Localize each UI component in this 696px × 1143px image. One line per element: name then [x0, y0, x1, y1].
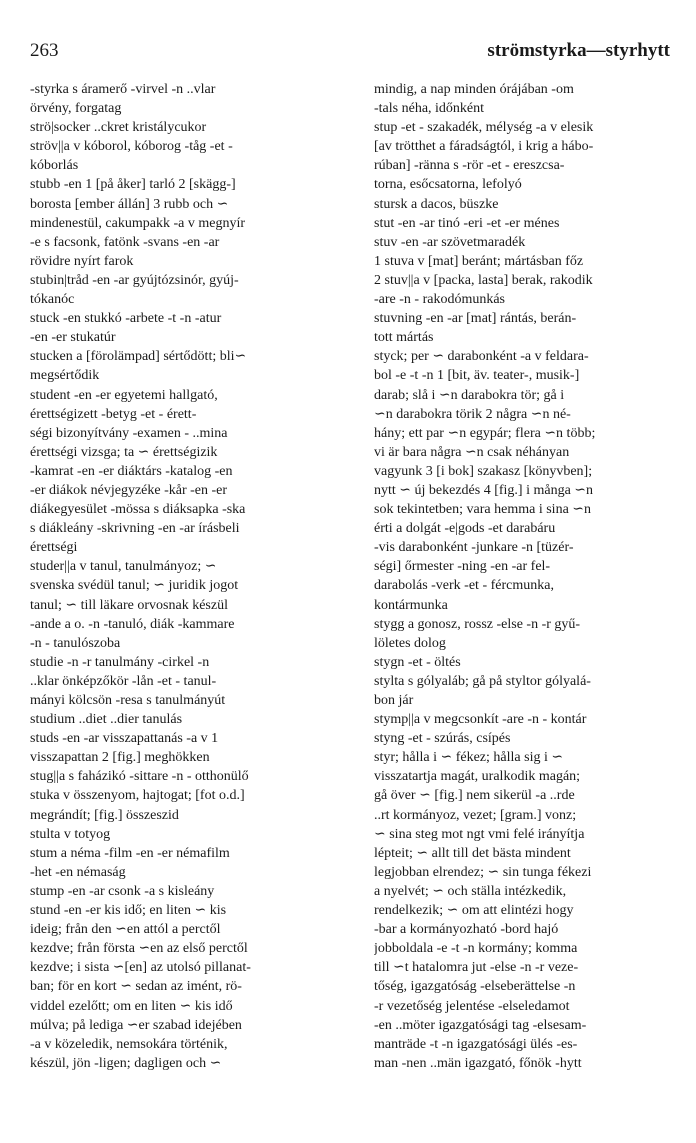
- dictionary-line: -en -er stukatúr: [30, 330, 116, 346]
- dictionary-line: stuv -en -ar szövetmaradék: [374, 234, 526, 250]
- dictionary-line: visszatartja magát, uralkodik magán;: [374, 769, 581, 785]
- dictionary-line: stucken a [förolämpad] sértődött; bli∽: [30, 349, 247, 365]
- dictionary-line: -ande a o. -n -tanuló, diák -kammare: [30, 616, 235, 632]
- dictionary-line: legjobban elrendez; ∽ sin tunga fékezi: [374, 864, 592, 880]
- dictionary-line: s diákleány -skrivning -en -ar írásbeli: [30, 521, 240, 537]
- dictionary-line: kezdve; i sista ∽[en] az utolsó pillanat-: [30, 960, 251, 976]
- dictionary-line: diákegyesület -mössa s diáksapka -ska: [30, 502, 246, 518]
- dictionary-line: darab; slå i ∽n darabokra tör; gå i: [374, 387, 565, 403]
- dictionary-line: studs -en -ar visszapattanás -a v 1: [30, 731, 219, 747]
- dictionary-line: ideig; från den ∽en attól a perctől: [30, 922, 221, 938]
- dictionary-line: styck; per ∽ darabonként -a v feldara-: [374, 349, 589, 365]
- dictionary-line: tott mártás: [374, 330, 434, 346]
- dictionary-line: -en ..möter igazgatósági tag -elsesam-: [374, 1017, 587, 1033]
- dictionary-line: stubb -en 1 [på åker] tarló 2 [skägg-]: [30, 177, 236, 193]
- dictionary-line: ∽ sina steg mot ngt vmi felé irányítja: [374, 826, 585, 842]
- dictionary-line: kezdve; från första ∽en az első perctől: [30, 941, 248, 957]
- dictionary-line: darabolás -verk -et - fércmunka,: [374, 578, 554, 594]
- dictionary-line: -n - tanulószoba: [30, 635, 121, 651]
- left-column: [30, 80, 322, 1073]
- dictionary-line: -kamrat -en -er diáktárs -katalog -en: [30, 463, 233, 479]
- dictionary-line: érti a dolgát -e|gods -et darabáru: [374, 521, 556, 537]
- dictionary-line: bol -e -t -n 1 [bit, äv. teater-, musik-]: [374, 368, 580, 384]
- dictionary-line: -are -n - rakodómunkás: [374, 292, 506, 308]
- dictionary-line: borosta [ember állán] 3 rubb och ∽: [30, 196, 229, 212]
- dictionary-line: rövidre nyírt farok: [30, 253, 134, 269]
- dictionary-line: tókanóc: [30, 292, 75, 308]
- dictionary-line: stuka v összenyom, hajtogat; [fot o.d.]: [30, 788, 245, 804]
- dictionary-line: tanul; ∽ till läkare orvosnak készül: [30, 597, 228, 613]
- dictionary-line: tőség, igazgatóság -elseberättelse -n: [374, 979, 576, 995]
- dictionary-line: styng -et - szúrás, csípés: [374, 731, 511, 747]
- dictionary-line: till ∽t hatalomra jut -else -n -r veze-: [374, 960, 579, 976]
- dictionary-line: ströv||a v kóborol, kóborog -tåg -et -: [30, 139, 233, 155]
- dictionary-line: mindig, a nap minden órájában -om: [374, 82, 574, 97]
- dictionary-line: -styrka s áramerő -virvel -n ..vlar: [30, 82, 216, 97]
- dictionary-line: ségi] őrmester -ning -en -ar fel-: [374, 559, 551, 575]
- dictionary-line: gå över ∽ [fig.] nem sikerül -a ..rde: [374, 788, 575, 804]
- dictionary-line: érettségi: [30, 540, 78, 556]
- dictionary-line: -r vezetőség jelentése -elseledamot: [374, 998, 570, 1014]
- dictionary-line: viddel ezelőtt; om en liten ∽ kis idő: [30, 998, 233, 1014]
- dictionary-line: studer||a v tanul, tanulmányoz; ∽: [30, 559, 217, 575]
- dictionary-line: löletes dolog: [374, 635, 446, 651]
- dictionary-line: mányi kölcsön -resa s tanulmányút: [30, 693, 226, 708]
- dictionary-line: torna, esőcsatorna, lefolyó: [374, 177, 522, 193]
- dictionary-line: ban; för en kort ∽ sedan az imént, rö-: [30, 979, 242, 995]
- dictionary-line: stymp||a v megcsonkít -are -n - kontár: [374, 712, 587, 728]
- page-number: 263: [30, 40, 59, 61]
- dictionary-line: studie -n -r tanulmány -cirkel -n: [30, 654, 210, 670]
- dictionary-line: manträde -t -n igazgatósági ülés -es-: [374, 1036, 578, 1052]
- dictionary-line: sok tekintetben; vara hemma i sina ∽n: [374, 502, 592, 518]
- dictionary-line: bon jár: [374, 693, 414, 708]
- dictionary-line: -a v közeledik, nemsokára történik,: [30, 1036, 228, 1052]
- dictionary-line: kóborlás: [30, 158, 79, 174]
- dictionary-line: ∽n darabokra törik 2 några ∽n né-: [374, 406, 571, 422]
- dictionary-line: [av trötthet a fáradságtól, i krig a hábo-: [374, 139, 594, 155]
- dictionary-line: érettségizett -betyg -et - érett-: [30, 406, 197, 422]
- dictionary-line: vi är bara några ∽n csak néhányan: [374, 444, 570, 460]
- dictionary-line: készül, jön -ligen; dagligen och ∽: [30, 1055, 222, 1071]
- dictionary-line: lépteit; ∽ allt till det bästa mindent: [374, 845, 571, 861]
- dictionary-line: stup -et - szakadék, mélység -a v elesik: [374, 120, 594, 136]
- dictionary-line: 2 stuv||a v [packa, lasta] berak, rakodik: [374, 272, 593, 288]
- dictionary-line: stursk a dacos, büszke: [374, 196, 499, 212]
- dictionary-line: megrándít; [fig.] összeszid: [30, 807, 179, 823]
- dictionary-line: -het -en némaság: [30, 864, 126, 880]
- dictionary-line: stund -en -er kis idő; en liten ∽ kis: [30, 903, 227, 919]
- dictionary-line: stuck -en stukkó -arbete -t -n -atur: [30, 311, 222, 327]
- dictionary-line: -er diákok névjegyzéke -kår -en -er: [30, 482, 228, 498]
- dictionary-line: -vis darabonként -junkare -n [tüzér-: [374, 540, 574, 556]
- dictionary-line: vagyunk 3 [i bok] szakasz [könyvben];: [374, 463, 593, 479]
- dictionary-line: svenska svédül tanul; ∽ juridik jogot: [30, 578, 239, 594]
- right-column: [374, 80, 672, 1073]
- dictionary-line: hány; ett par ∽n egypár; flera ∽n több;: [374, 425, 596, 441]
- dictionary-line: stylta s gólyaláb; gå på styltor gólyalá-: [374, 673, 591, 689]
- dictionary-line: ségi bizonyítvány -examen - ..mina: [30, 425, 228, 441]
- dictionary-line: ..rt kormányoz, vezet; [gram.] vonz;: [374, 807, 577, 823]
- dictionary-line: jobboldala -e -t -n kormány; komma: [374, 941, 578, 957]
- running-head: strömstyrka—styrhytt: [487, 40, 670, 61]
- dictionary-line: man -nen ..män igazgató, főnök -hytt: [374, 1055, 582, 1071]
- dictionary-line: örvény, forgatag: [30, 101, 122, 117]
- dictionary-line: stygg a gonosz, rossz -else -n -r gyű-: [374, 616, 581, 632]
- dictionary-line: a nyelvét; ∽ och ställa intézkedik,: [374, 883, 567, 899]
- dictionary-line: -e s facsonk, fatönk -svans -en -ar: [30, 234, 220, 250]
- dictionary-line: stump -en -ar csonk -a s kisleány: [30, 883, 215, 899]
- dictionary-line: stygn -et - öltés: [374, 654, 461, 670]
- dictionary-line: stubin|tråd -en -ar gyújtózsinór, gyúj-: [30, 272, 239, 288]
- dictionary-line: nytt ∽ új bekezdés 4 [fig.] i många ∽n: [374, 482, 594, 498]
- dictionary-line: styr; hålla i ∽ fékez; hålla sig i ∽: [374, 750, 564, 766]
- dictionary-line: ..klar önképzőkör -lån -et - tanul-: [30, 673, 217, 689]
- dictionary-line: érettségi vizsga; ta ∽ érettségizik: [30, 444, 218, 460]
- dictionary-line: -tals néha, időnként: [374, 101, 485, 117]
- dictionary-line: 1 stuva v [mat] beránt; mártásban főz: [374, 253, 584, 269]
- dictionary-line: megsértődik: [30, 368, 100, 384]
- dictionary-line: stulta v totyog: [30, 826, 111, 842]
- dictionary-line: stut -en -ar tinó -eri -et -er ménes: [374, 215, 560, 231]
- dictionary-line: stum a néma -film -en -er némafilm: [30, 845, 230, 861]
- dictionary-line: múlva; på lediga ∽er szabad idejében: [30, 1017, 242, 1033]
- dictionary-line: visszapattan 2 [fig.] meghökken: [30, 750, 210, 766]
- dictionary-line: mindenestül, cakumpakk -a v megnyír: [30, 215, 245, 231]
- dictionary-line: rendelkezik; ∽ om att elintézi hogy: [374, 903, 574, 919]
- dictionary-line: studium ..diet ..dier tanulás: [30, 712, 183, 728]
- dictionary-line: kontármunka: [374, 597, 448, 613]
- dictionary-line: -bar a kormányozható -bord hajó: [374, 922, 559, 938]
- dictionary-line: student -en -er egyetemi hallgató,: [30, 387, 218, 403]
- dictionary-line: rúban] -ränna s -rör -et - ereszcsa-: [374, 158, 565, 174]
- dictionary-line: strö|socker ..ckret kristálycukor: [30, 120, 207, 136]
- dictionary-line: stuvning -en -ar [mat] rántás, berán-: [374, 311, 577, 327]
- dictionary-line: stug||a s faházikó -sittare -n - otthonülő: [30, 769, 249, 785]
